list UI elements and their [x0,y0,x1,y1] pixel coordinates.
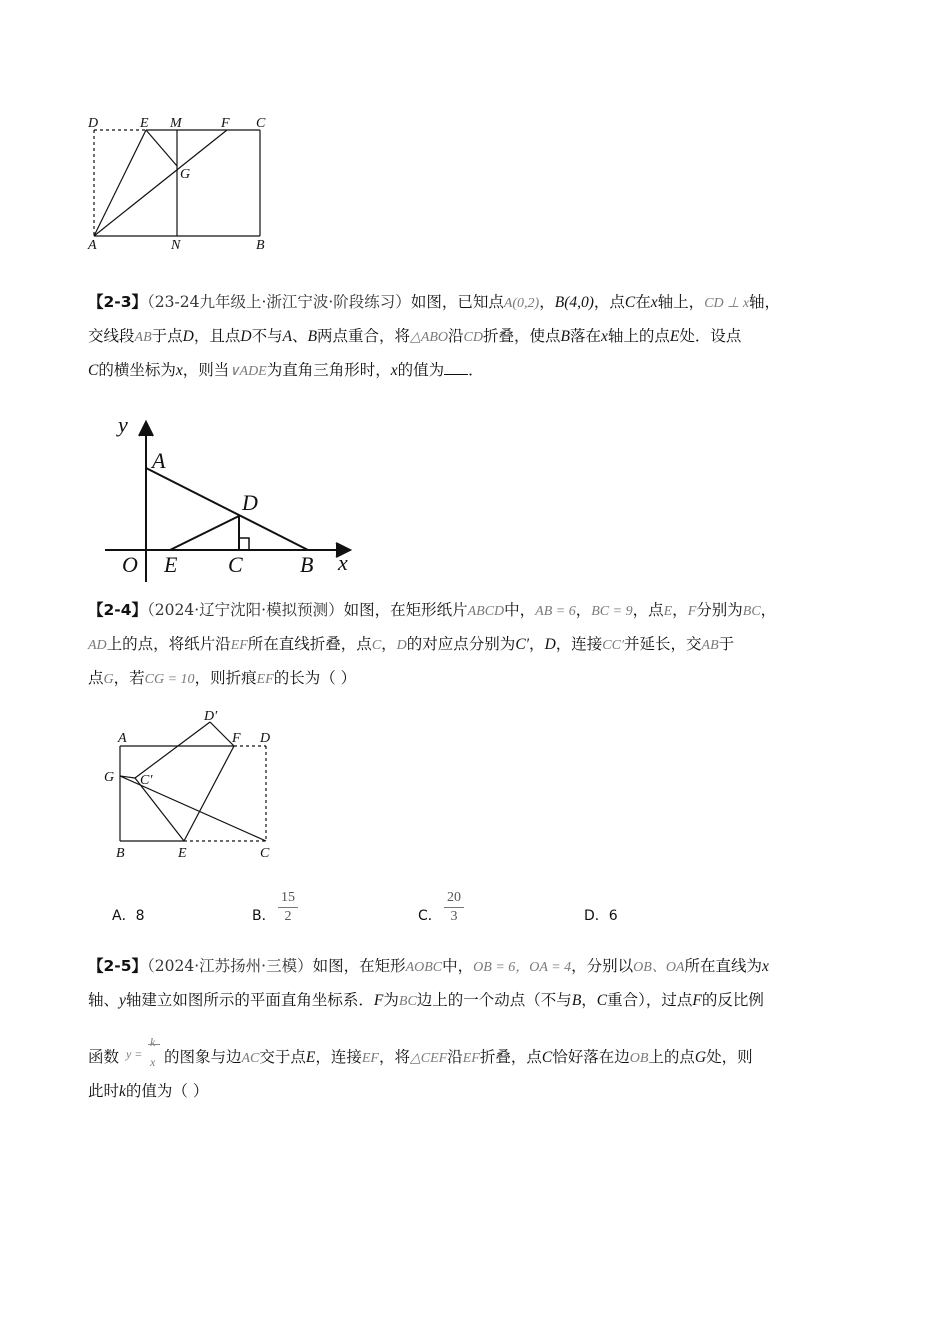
text: 轴上， [657,293,705,311]
text: 、 [292,327,308,345]
text: 为直角三角形时， [266,361,391,379]
segment: BC [398,994,417,1009]
text: 如图，在矩形纸片 [343,601,468,619]
text: ， [381,635,397,653]
text: 如图，在矩形 [312,957,406,975]
label-C: C [260,846,270,861]
var: E [669,328,680,345]
var: B [307,328,318,345]
var: E [305,1049,316,1066]
text: ，且点 [193,327,241,345]
label-F: F [232,731,241,746]
numerator: 20 [447,890,461,905]
text: ， [672,601,688,619]
var: C [596,992,608,1009]
text: 中， [504,601,536,619]
var: B [571,992,582,1009]
segment: EF [256,672,274,687]
rect: ABCD [467,604,505,619]
text: 重合），过点 [607,991,693,1009]
var: y [119,992,126,1009]
var: C′ [515,636,530,653]
text: 的长为（ ） [273,669,357,687]
option-letter: A． [112,908,136,924]
label-A: A [152,448,166,473]
text: 上的点 [648,1048,695,1066]
var: F [373,992,384,1009]
text: 的值为（ ） [125,1082,209,1100]
var: C [371,638,382,653]
label-C: C [228,552,243,577]
question-2-3 [88,286,868,388]
var: G [694,1049,707,1066]
segment: AB [134,330,152,345]
text: 轴建立如图所示的平面直角坐标系． [125,991,374,1009]
text: 如图，已知点 [410,293,504,311]
condition: AB = 6 [535,604,576,619]
text: ，若 [113,669,145,687]
text: 的图象与边 [163,1048,242,1066]
question-source: （23-24九年级上·浙江宁波·阶段练习） [147,293,411,311]
condition: CD ⊥ x [704,296,750,311]
segment: EF [462,1051,480,1066]
option-letter: B． [252,908,276,924]
segment: AD [88,638,107,653]
text: ， [529,635,545,653]
var: C [541,1049,553,1066]
text: ， [581,991,597,1009]
question-source: （2024·江苏扬州·三模） [147,957,313,975]
label-D: D [88,116,99,131]
point-a-coords: A(0,2) [503,296,540,311]
var: x [390,362,398,379]
text: 此时 [88,1082,120,1100]
text: 点 [88,669,104,687]
segment: EF [230,638,248,653]
text: 处．设点 [679,327,742,345]
label-C-prime: C′ [140,773,153,788]
var: k [119,1083,126,1100]
var: F [687,604,697,619]
axis-y: y [118,412,128,437]
text: 于 [718,635,735,653]
var: x [650,294,658,311]
question-2-5 [88,950,868,1108]
text: 沿 [448,327,464,345]
question-2-4 [88,594,868,696]
text: 在 [635,293,651,311]
var: x [762,958,769,975]
label-D: D [242,490,258,515]
text: ，点 [593,293,625,311]
triangle: △ABO [410,330,449,345]
label-E: E [178,846,187,861]
text: 的值为 [397,361,445,379]
text: 并延长，交 [624,635,702,653]
function-formula [124,1035,164,1069]
segment: OB [629,1051,649,1066]
label-D-prime: D′ [204,709,218,724]
var: G [103,672,114,687]
segment: AC [241,1051,260,1066]
var: x [601,328,608,345]
option-b-fraction [278,890,298,925]
var: C [88,362,99,379]
option-value: 8 [135,908,145,924]
text: 两点重合，将 [317,327,411,345]
text: 的反比例 [701,991,764,1009]
segment: CC′ [602,638,625,653]
var: x [175,362,183,379]
text: 轴上的点 [607,327,670,345]
label-G: G [180,167,191,182]
formula-lhs: y = [125,1047,143,1061]
question-tag: 【2-3】 [88,293,148,311]
text: ，分别以 [571,957,634,975]
text: 分别为 [696,601,743,619]
text: 中， [442,957,474,975]
question-tag: 【2-5】 [88,957,148,975]
label-N: N [171,238,181,253]
text: 轴、 [88,991,120,1009]
option-c-fraction [444,890,464,925]
condition: OB = 6，OA = 4 [473,960,572,975]
var: C [624,294,636,311]
var: A [282,328,293,345]
text: ， [760,601,777,619]
formula-numerator: k [149,1035,156,1049]
segment: OB、OA [633,960,685,975]
text: ，连接 [555,635,603,653]
segment: EF [361,1051,379,1066]
segment: CD [463,330,483,345]
label-A: A [88,238,97,253]
question-source: （2024·辽宁沈阳·模拟预测） [147,601,344,619]
label-D: D [260,731,271,746]
point-b-coords: B(4,0) [554,294,594,311]
condition: CG = 10 [144,672,195,687]
rect: AOBC [405,960,443,975]
label-C: C [256,116,266,131]
axis-x: x [338,550,348,575]
var: B [560,328,570,345]
formula-denominator: x [149,1055,156,1069]
label-B: B [300,552,314,577]
label-E: E [140,116,149,131]
label-A: A [118,731,127,746]
text: ， [539,293,555,311]
option-letter: C． [418,908,442,924]
figure-2-4 [100,700,290,865]
text: 折叠，使点 [483,327,561,345]
triangle: △CEF [409,1051,448,1066]
text: ， [575,601,592,619]
text: ，则折痕 [194,669,257,687]
var: E [663,604,673,619]
text: 边上的一个动点（不与 [416,991,572,1009]
text: ，将 [378,1048,410,1066]
figure-2-3-rectangle [80,110,280,255]
var: D [182,328,194,345]
option-a[interactable] [112,905,145,925]
label-O: O [122,552,138,577]
text: 折叠，点 [479,1048,542,1066]
text: 处，则 [706,1048,753,1066]
figure-2-3-coordinate [100,410,370,585]
var: F [692,992,702,1009]
text: 函数 [88,1048,120,1066]
triangle: ∨ADE [229,364,267,379]
question-tag: 【2-4】 [88,601,148,619]
var: D [240,328,252,345]
text: 交线段 [88,327,135,345]
text: 的横坐标为 [98,361,176,379]
answer-blank [444,360,468,375]
numerator: 15 [281,890,295,905]
option-d[interactable] [584,905,618,925]
text: ，则当 [182,361,230,379]
condition: BC = 9 [591,604,633,619]
text: 恰好落在边 [552,1048,630,1066]
var: D [396,638,407,653]
denominator: 2 [284,909,292,924]
option-value: 6 [608,908,618,924]
label-B: B [256,238,265,253]
var: D [544,636,556,653]
text: 不与 [251,327,283,345]
text: 所在直线折叠，点 [247,635,372,653]
text: ，点 [632,601,664,619]
text: 所在直线为 [684,957,762,975]
option-letter: D． [584,908,609,924]
label-M: M [170,116,182,131]
text: 于点 [151,327,183,345]
text: 交于点 [259,1048,306,1066]
text: 沿 [447,1048,463,1066]
segment: BC [742,604,761,619]
text: 的对应点分别为 [406,635,516,653]
denominator: 3 [450,909,458,924]
text: 为 [383,991,399,1009]
text: ，连接 [315,1048,362,1066]
label-E: E [164,552,178,577]
segment: AB [701,638,719,653]
label-F: F [221,116,230,131]
text: 轴， [749,293,781,311]
text: 上的点，将纸片沿 [106,635,231,653]
option-c[interactable] [418,905,442,925]
option-b[interactable] [252,905,276,925]
text: ． [468,361,484,379]
label-B: B [116,846,125,861]
label-G: G [104,770,115,785]
text: 落在 [569,327,601,345]
